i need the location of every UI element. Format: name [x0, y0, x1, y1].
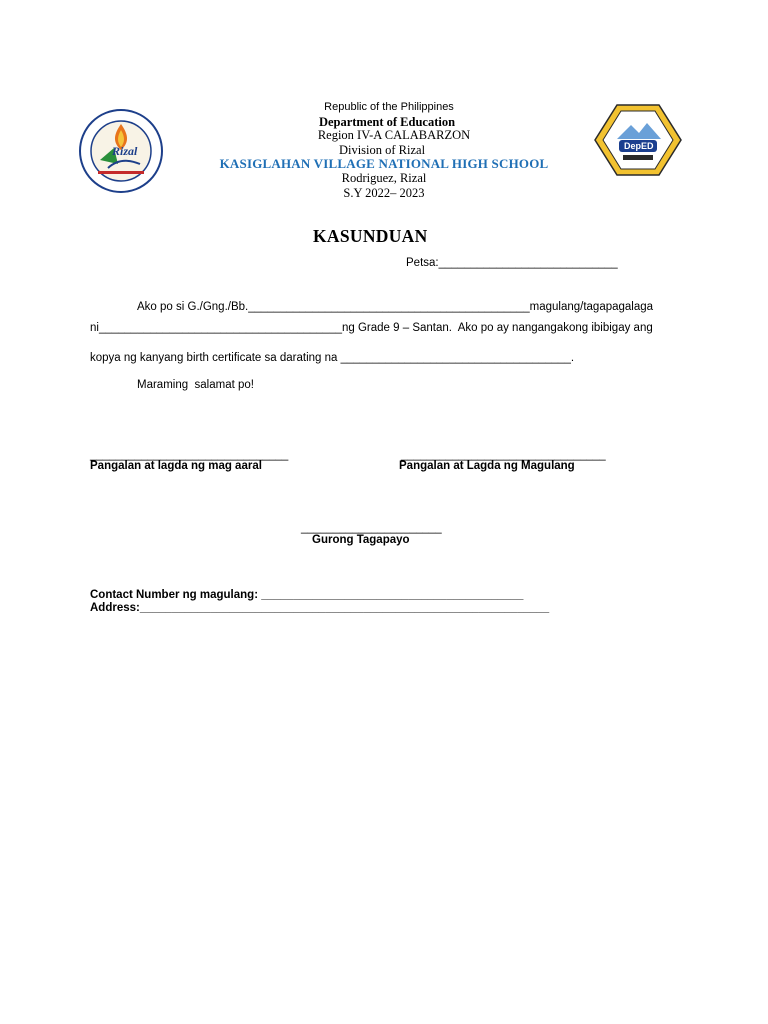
student-signature-line: _______________________________ [90, 449, 289, 461]
department-line: Department of Education [318, 115, 456, 129]
adviser-signature-label: Gurong Tagapayo [312, 534, 410, 546]
division-line: Division of Rizal [338, 143, 426, 157]
body-line-1: Ako po si G./Gng./Bb.____________________________________________magulang/tagapagalaga [137, 301, 654, 313]
address-field: Address:________________________________________________________________ [90, 602, 550, 614]
parent-signature-line: ________________________________ [401, 449, 606, 461]
thanks-line: Maraming salamat po! [137, 379, 254, 391]
body-line-3: kopya ng kanyang birth certificate sa darating na ____________________________________. [90, 352, 575, 364]
deped-logo-text: DepED [624, 141, 654, 151]
body-line-2: ni______________________________________ng Grade 9 – Santan. Ako po ay nangangakong ibibigay ang [90, 322, 653, 334]
student-signature-label: Pangalan at lagda ng mag aaral [90, 460, 262, 472]
republic-line: Republic of the Philippines [324, 101, 454, 113]
date-field: Petsa:____________________________ [406, 257, 618, 269]
document-title: KASUNDUAN [313, 226, 428, 246]
adviser-signature-line: ______________________ [301, 522, 442, 534]
region-line: Region IV-A CALABARZON [317, 128, 471, 142]
contact-number-field: Contact Number ng magulang: _________________________________________ [90, 589, 524, 601]
school-year: S.Y 2022– 2023 [343, 186, 425, 200]
town-line: Rodriguez, Rizal [341, 171, 427, 185]
parent-signature-label: Pangalan at Lagda ng Magulang [399, 460, 575, 472]
rizal-logo-text: Rizal [112, 144, 138, 158]
school-name: KASIGLAHAN VILLAGE NATIONAL HIGH SCHOOL [219, 156, 549, 171]
